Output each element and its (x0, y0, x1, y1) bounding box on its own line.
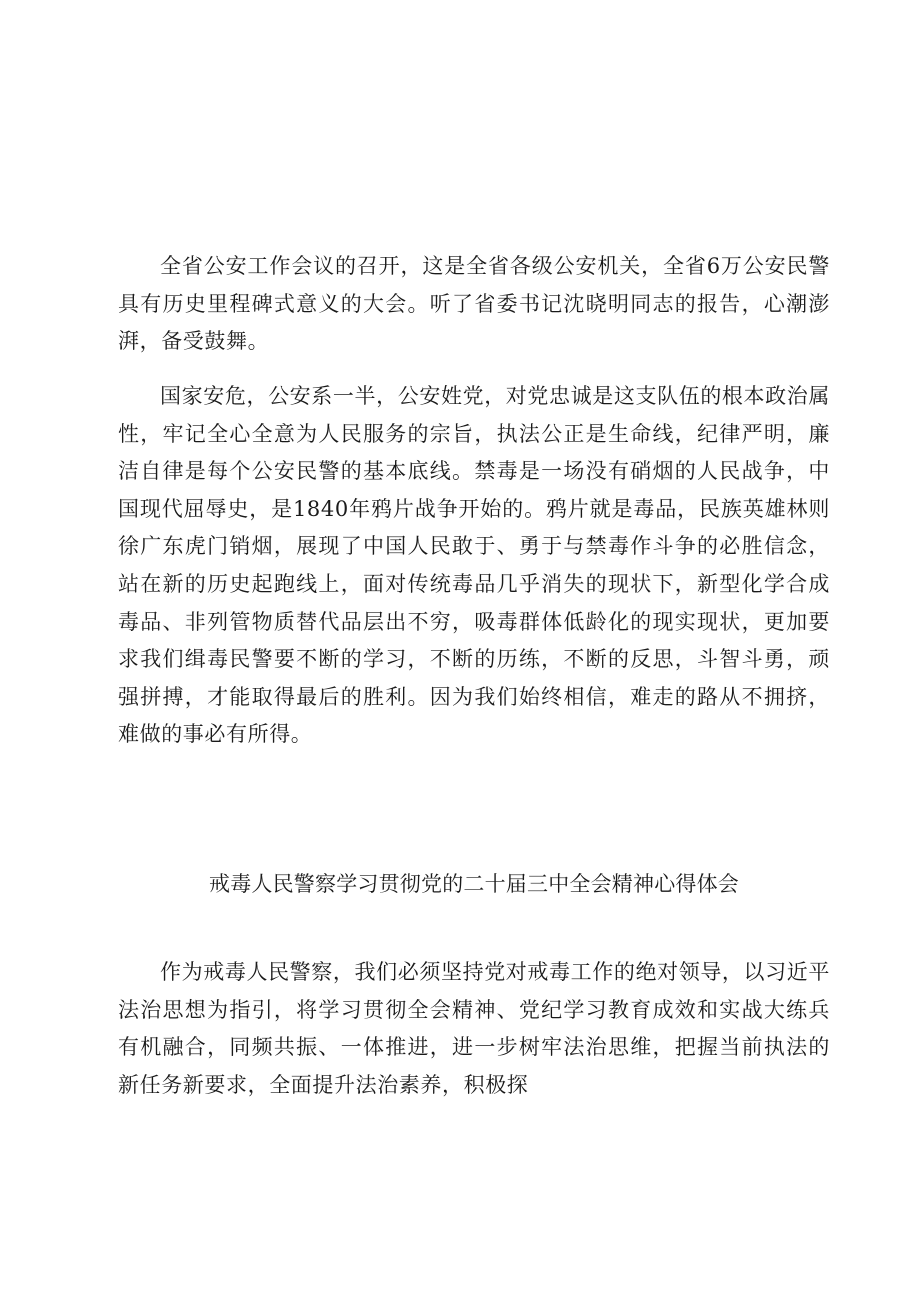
body-paragraph-2: 国家安危，公安系一半，公安姓党，对党忠诚是这支队伍的根本政治属性，牢记全心全意为人民服务的宗旨，执法公正是生命线，纪律严明，廉洁自律是每个公安民警的基本底线。禁毒是一场没有硝烟的人民战争，中国现代屈辱史，是1840年鸦片战争开始的。鸦片就是毒品，民族英雄林则徐广东虎门销烟，展现了中国人民敢于、勇于与禁毒作斗争的必胜信念，站在新的历史起跑线上，面对传统毒品几乎消失的现状下，新型化学合成毒品、非列管物质替代品层出不穷，吸毒群体低龄化的现实现状，更加要求我们缉毒民警要不断的学习，不断的历练，不断的反思，斗智斗勇，顽强拼搏，才能取得最后的胜利。因为我们始终相信，难走的路从不拥挤，难做的事必有所得。 (118, 384, 830, 747)
section-heading: 戒毒人民警察学习贯彻党的二十届三中全会精神心得体会 (209, 872, 739, 896)
body-paragraph-1: 全省公安工作会议的召开，这是全省各级公安机关，全省6万公安民警具有历史里程碑式意义的大会。听了省委书记沈晓明同志的报告，心潮澎湃，备受鼓舞。 (118, 254, 830, 354)
body-paragraph-3: 作为戒毒人民警察，我们必须坚持党对戒毒工作的绝对领导，以习近平法治思想为指引，将学习贯彻全会精神、党纪学习教育成效和实战大练兵有机融合，同频共振、一体推进，进一步树牢法治思维，把握当前执法的新任务新要求，全面提升法治素养，积极探 (118, 960, 830, 1097)
